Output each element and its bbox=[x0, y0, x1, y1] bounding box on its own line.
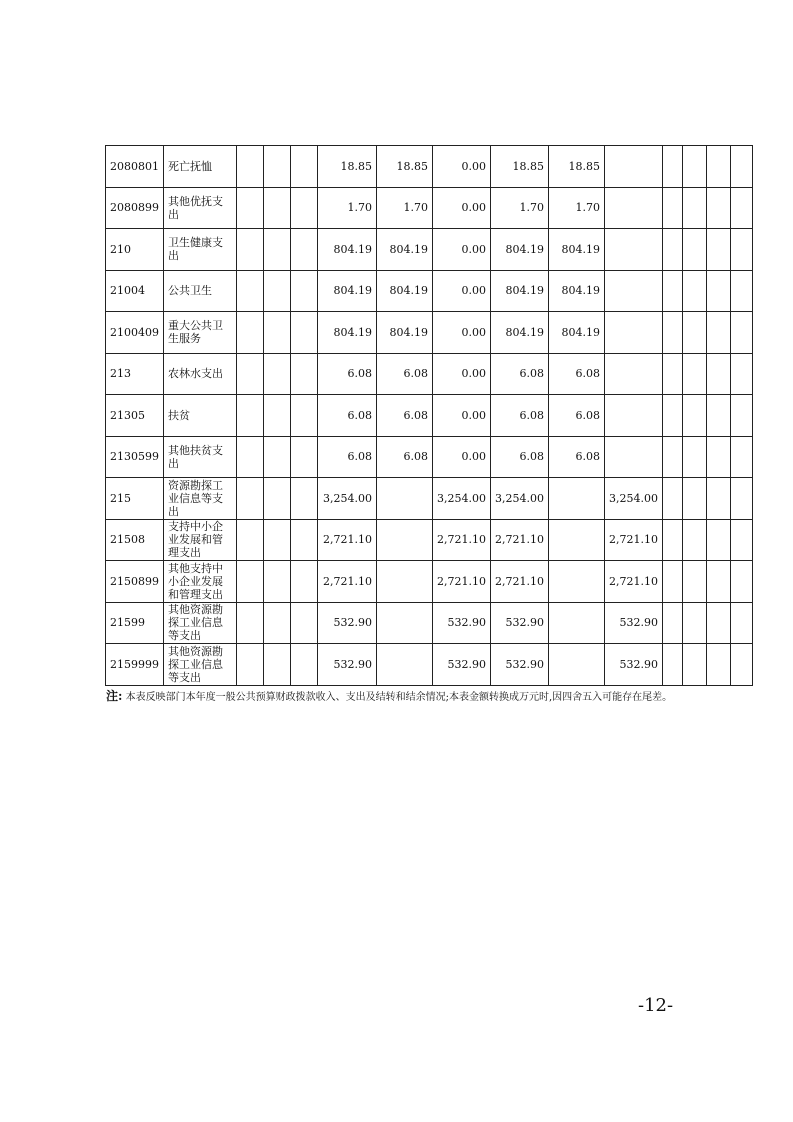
row-code: 21599 bbox=[106, 602, 164, 644]
row-name: 卫生健康支出 bbox=[164, 229, 237, 271]
total-cell: 6.08 bbox=[318, 436, 377, 478]
empty-cell bbox=[291, 602, 318, 644]
page-number: -12- bbox=[638, 995, 674, 1016]
empty-cell bbox=[237, 395, 264, 437]
empty-cell bbox=[237, 436, 264, 478]
empty-cell bbox=[682, 644, 706, 686]
row-code: 21004 bbox=[106, 270, 164, 312]
row-code: 21305 bbox=[106, 395, 164, 437]
expenditure-total-cell: 6.08 bbox=[490, 395, 548, 437]
project-cell bbox=[604, 312, 662, 354]
empty-cell bbox=[662, 270, 682, 312]
empty-cell bbox=[264, 146, 291, 188]
project-expenditure-cell: 3,254.00 bbox=[433, 478, 491, 520]
basic-cell: 6.08 bbox=[548, 353, 604, 395]
empty-cell bbox=[682, 519, 706, 561]
project-cell: 532.90 bbox=[604, 602, 662, 644]
empty-cell bbox=[291, 561, 318, 603]
project-expenditure-cell: 532.90 bbox=[433, 644, 491, 686]
total-cell: 532.90 bbox=[318, 602, 377, 644]
empty-cell bbox=[662, 561, 682, 603]
basic-expenditure-cell bbox=[377, 519, 433, 561]
empty-cell bbox=[730, 436, 752, 478]
project-cell: 3,254.00 bbox=[604, 478, 662, 520]
project-expenditure-cell: 0.00 bbox=[433, 436, 491, 478]
table-row bbox=[106, 353, 753, 395]
expenditure-total-cell: 532.90 bbox=[490, 644, 548, 686]
empty-cell bbox=[662, 478, 682, 520]
project-expenditure-cell: 0.00 bbox=[433, 395, 491, 437]
empty-cell bbox=[237, 187, 264, 229]
total-cell: 6.08 bbox=[318, 353, 377, 395]
basic-expenditure-cell bbox=[377, 561, 433, 603]
empty-cell bbox=[662, 519, 682, 561]
empty-cell bbox=[237, 270, 264, 312]
project-cell bbox=[604, 436, 662, 478]
empty-cell bbox=[730, 270, 752, 312]
empty-cell bbox=[662, 436, 682, 478]
row-name: 其他扶贫支出 bbox=[164, 436, 237, 478]
project-expenditure-cell: 0.00 bbox=[433, 229, 491, 271]
empty-cell bbox=[237, 146, 264, 188]
note-text: 本表反映部门本年度一般公共预算财政拨款收入、支出及结转和结余情况;本表金额转换成万元时,因四舍五入可能存在尾差。 bbox=[125, 692, 673, 703]
empty-cell bbox=[682, 146, 706, 188]
empty-cell bbox=[682, 270, 706, 312]
empty-cell bbox=[291, 519, 318, 561]
empty-cell bbox=[730, 353, 752, 395]
empty-cell bbox=[682, 312, 706, 354]
project-expenditure-cell: 0.00 bbox=[433, 146, 491, 188]
table-note bbox=[106, 689, 726, 705]
empty-cell bbox=[264, 561, 291, 603]
empty-cell bbox=[291, 229, 318, 271]
empty-cell bbox=[730, 519, 752, 561]
table-row bbox=[106, 561, 753, 603]
expenditure-total-cell: 3,254.00 bbox=[490, 478, 548, 520]
empty-cell bbox=[237, 229, 264, 271]
project-cell: 2,721.10 bbox=[604, 561, 662, 603]
table-row bbox=[106, 436, 753, 478]
row-name: 其他资源勘探工业信息等支出 bbox=[164, 602, 237, 644]
empty-cell bbox=[682, 602, 706, 644]
empty-cell bbox=[264, 312, 291, 354]
basic-expenditure-cell: 6.08 bbox=[377, 395, 433, 437]
empty-cell bbox=[730, 602, 752, 644]
total-cell: 532.90 bbox=[318, 644, 377, 686]
empty-cell bbox=[291, 395, 318, 437]
empty-cell bbox=[662, 353, 682, 395]
empty-cell bbox=[706, 395, 730, 437]
row-name: 扶贫 bbox=[164, 395, 237, 437]
empty-cell bbox=[662, 395, 682, 437]
empty-cell bbox=[706, 602, 730, 644]
empty-cell bbox=[264, 602, 291, 644]
empty-cell bbox=[682, 561, 706, 603]
basic-cell: 804.19 bbox=[548, 270, 604, 312]
empty-cell bbox=[730, 395, 752, 437]
basic-expenditure-cell: 18.85 bbox=[377, 146, 433, 188]
row-name: 农林水支出 bbox=[164, 353, 237, 395]
row-name: 其他支持中小企业发展和管理支出 bbox=[164, 561, 237, 603]
row-code: 215 bbox=[106, 478, 164, 520]
table-row bbox=[106, 395, 753, 437]
table-row bbox=[106, 478, 753, 520]
expenditure-total-cell: 18.85 bbox=[490, 146, 548, 188]
empty-cell bbox=[662, 146, 682, 188]
table-row bbox=[106, 187, 753, 229]
empty-cell bbox=[706, 229, 730, 271]
empty-cell bbox=[730, 644, 752, 686]
total-cell: 18.85 bbox=[318, 146, 377, 188]
basic-expenditure-cell: 804.19 bbox=[377, 229, 433, 271]
basic-cell: 18.85 bbox=[548, 146, 604, 188]
row-code: 2130599 bbox=[106, 436, 164, 478]
total-cell: 3,254.00 bbox=[318, 478, 377, 520]
empty-cell bbox=[237, 519, 264, 561]
basic-expenditure-cell: 804.19 bbox=[377, 312, 433, 354]
empty-cell bbox=[706, 187, 730, 229]
empty-cell bbox=[264, 187, 291, 229]
empty-cell bbox=[730, 229, 752, 271]
expenditure-total-cell: 804.19 bbox=[490, 270, 548, 312]
basic-expenditure-cell: 1.70 bbox=[377, 187, 433, 229]
empty-cell bbox=[682, 229, 706, 271]
empty-cell bbox=[291, 644, 318, 686]
empty-cell bbox=[291, 478, 318, 520]
project-expenditure-cell: 0.00 bbox=[433, 270, 491, 312]
expenditure-total-cell: 2,721.10 bbox=[490, 519, 548, 561]
empty-cell bbox=[682, 187, 706, 229]
basic-expenditure-cell bbox=[377, 478, 433, 520]
total-cell: 1.70 bbox=[318, 187, 377, 229]
table-row bbox=[106, 229, 753, 271]
note-lead: 注: bbox=[106, 689, 123, 703]
expenditure-total-cell: 6.08 bbox=[490, 353, 548, 395]
empty-cell bbox=[264, 519, 291, 561]
project-cell: 2,721.10 bbox=[604, 519, 662, 561]
basic-cell bbox=[548, 561, 604, 603]
budget-table bbox=[105, 145, 753, 686]
empty-cell bbox=[662, 644, 682, 686]
project-cell: 532.90 bbox=[604, 644, 662, 686]
empty-cell bbox=[706, 353, 730, 395]
row-code: 21508 bbox=[106, 519, 164, 561]
row-code: 2080801 bbox=[106, 146, 164, 188]
total-cell: 804.19 bbox=[318, 312, 377, 354]
empty-cell bbox=[291, 436, 318, 478]
empty-cell bbox=[291, 270, 318, 312]
basic-cell: 804.19 bbox=[548, 312, 604, 354]
empty-cell bbox=[264, 436, 291, 478]
basic-cell: 6.08 bbox=[548, 436, 604, 478]
project-cell bbox=[604, 270, 662, 312]
basic-expenditure-cell bbox=[377, 602, 433, 644]
row-code: 210 bbox=[106, 229, 164, 271]
empty-cell bbox=[706, 478, 730, 520]
empty-cell bbox=[730, 561, 752, 603]
empty-cell bbox=[264, 353, 291, 395]
empty-cell bbox=[264, 644, 291, 686]
basic-cell bbox=[548, 478, 604, 520]
row-code: 2159999 bbox=[106, 644, 164, 686]
row-code: 2080899 bbox=[106, 187, 164, 229]
empty-cell bbox=[730, 478, 752, 520]
basic-cell bbox=[548, 602, 604, 644]
row-code: 2100409 bbox=[106, 312, 164, 354]
empty-cell bbox=[264, 229, 291, 271]
empty-cell bbox=[264, 270, 291, 312]
total-cell: 2,721.10 bbox=[318, 561, 377, 603]
project-cell bbox=[604, 146, 662, 188]
project-expenditure-cell: 2,721.10 bbox=[433, 561, 491, 603]
empty-cell bbox=[237, 561, 264, 603]
project-cell bbox=[604, 395, 662, 437]
table-row bbox=[106, 312, 753, 354]
empty-cell bbox=[706, 436, 730, 478]
row-name: 重大公共卫生服务 bbox=[164, 312, 237, 354]
basic-cell: 1.70 bbox=[548, 187, 604, 229]
empty-cell bbox=[237, 478, 264, 520]
row-name: 其他优抚支出 bbox=[164, 187, 237, 229]
basic-cell bbox=[548, 519, 604, 561]
row-name: 支持中小企业发展和管理支出 bbox=[164, 519, 237, 561]
row-code: 2150899 bbox=[106, 561, 164, 603]
empty-cell bbox=[682, 395, 706, 437]
empty-cell bbox=[706, 644, 730, 686]
basic-expenditure-cell: 804.19 bbox=[377, 270, 433, 312]
empty-cell bbox=[237, 312, 264, 354]
empty-cell bbox=[662, 312, 682, 354]
table-row bbox=[106, 644, 753, 686]
empty-cell bbox=[291, 146, 318, 188]
project-expenditure-cell: 0.00 bbox=[433, 187, 491, 229]
expenditure-total-cell: 532.90 bbox=[490, 602, 548, 644]
empty-cell bbox=[662, 602, 682, 644]
empty-cell bbox=[291, 353, 318, 395]
row-name: 死亡抚恤 bbox=[164, 146, 237, 188]
basic-expenditure-cell: 6.08 bbox=[377, 436, 433, 478]
table-row bbox=[106, 270, 753, 312]
empty-cell bbox=[682, 353, 706, 395]
empty-cell bbox=[706, 270, 730, 312]
expenditure-total-cell: 804.19 bbox=[490, 229, 548, 271]
table-row bbox=[106, 146, 753, 188]
empty-cell bbox=[706, 519, 730, 561]
empty-cell bbox=[730, 146, 752, 188]
total-cell: 2,721.10 bbox=[318, 519, 377, 561]
empty-cell bbox=[662, 229, 682, 271]
basic-expenditure-cell bbox=[377, 644, 433, 686]
basic-expenditure-cell: 6.08 bbox=[377, 353, 433, 395]
project-expenditure-cell: 2,721.10 bbox=[433, 519, 491, 561]
empty-cell bbox=[706, 312, 730, 354]
total-cell: 804.19 bbox=[318, 270, 377, 312]
empty-cell bbox=[706, 146, 730, 188]
empty-cell bbox=[682, 478, 706, 520]
expenditure-total-cell: 804.19 bbox=[490, 312, 548, 354]
empty-cell bbox=[706, 561, 730, 603]
row-name: 公共卫生 bbox=[164, 270, 237, 312]
empty-cell bbox=[264, 478, 291, 520]
project-cell bbox=[604, 353, 662, 395]
project-expenditure-cell: 532.90 bbox=[433, 602, 491, 644]
empty-cell bbox=[291, 312, 318, 354]
empty-cell bbox=[291, 187, 318, 229]
empty-cell bbox=[237, 644, 264, 686]
basic-cell: 6.08 bbox=[548, 395, 604, 437]
project-expenditure-cell: 0.00 bbox=[433, 353, 491, 395]
basic-cell bbox=[548, 644, 604, 686]
table-row bbox=[106, 602, 753, 644]
empty-cell bbox=[730, 187, 752, 229]
total-cell: 6.08 bbox=[318, 395, 377, 437]
total-cell: 804.19 bbox=[318, 229, 377, 271]
basic-cell: 804.19 bbox=[548, 229, 604, 271]
empty-cell bbox=[237, 602, 264, 644]
empty-cell bbox=[730, 312, 752, 354]
empty-cell bbox=[682, 436, 706, 478]
empty-cell bbox=[237, 353, 264, 395]
row-name: 资源勘探工业信息等支出 bbox=[164, 478, 237, 520]
expenditure-total-cell: 6.08 bbox=[490, 436, 548, 478]
project-cell bbox=[604, 187, 662, 229]
expenditure-total-cell: 1.70 bbox=[490, 187, 548, 229]
empty-cell bbox=[264, 395, 291, 437]
project-expenditure-cell: 0.00 bbox=[433, 312, 491, 354]
table-row bbox=[106, 519, 753, 561]
project-cell bbox=[604, 229, 662, 271]
row-name: 其他资源勘探工业信息等支出 bbox=[164, 644, 237, 686]
expenditure-total-cell: 2,721.10 bbox=[490, 561, 548, 603]
empty-cell bbox=[662, 187, 682, 229]
row-code: 213 bbox=[106, 353, 164, 395]
